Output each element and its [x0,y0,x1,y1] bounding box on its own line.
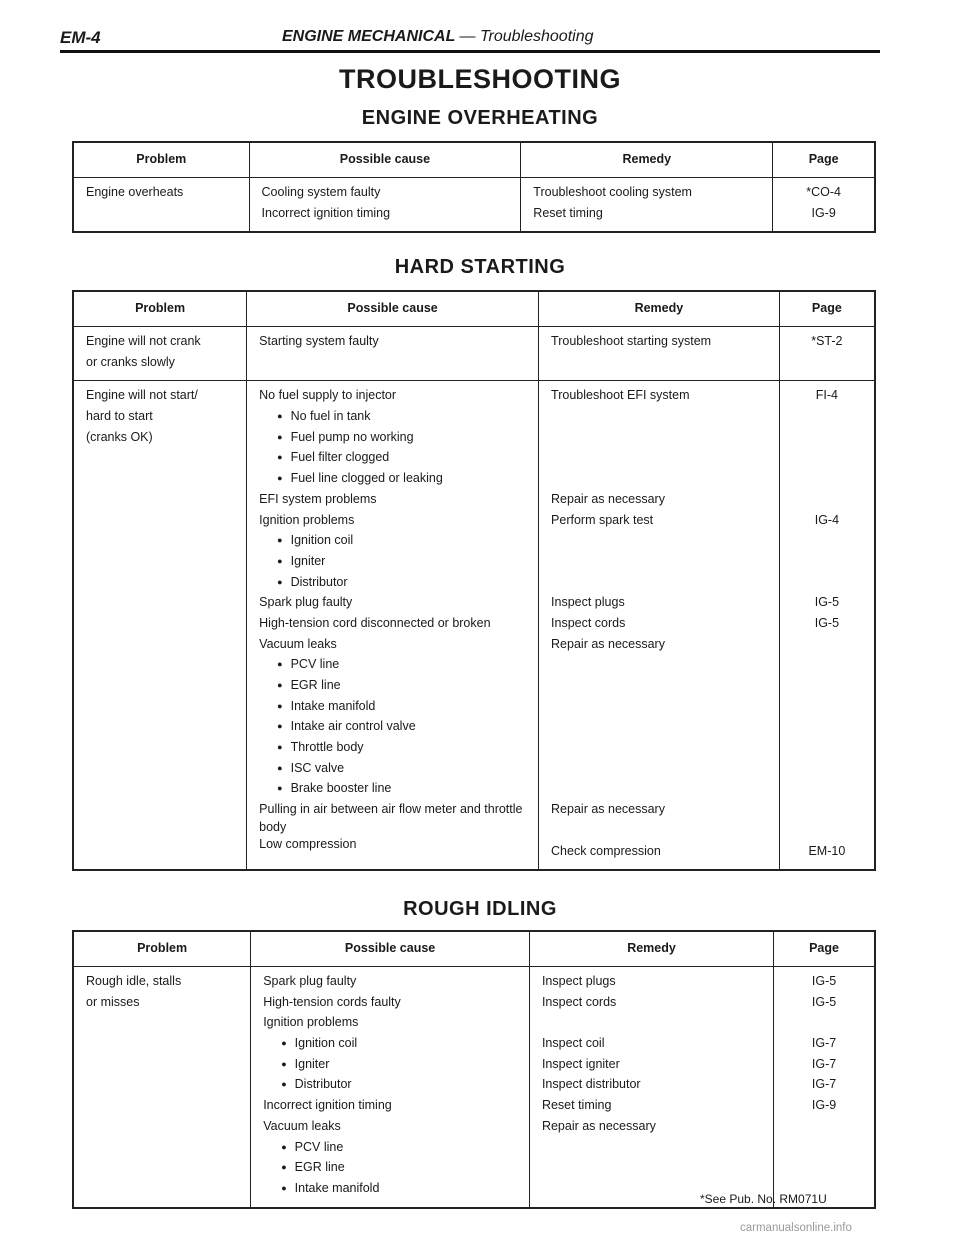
table-header-row [73,291,875,327]
page-ref: IG-4 [814,512,840,527]
problem-text: or cranks slowly [86,354,175,369]
header-subsection: — Troubleshooting [459,28,594,45]
cause-text: Spark plug faulty [263,974,357,988]
remedy-text: Inspect plugs [551,595,625,610]
remedy-text [542,1014,761,1035]
header-title [282,28,594,46]
cause-bullet-item: ● Igniter [263,1056,517,1077]
problem-text: (cranks OK) [86,429,153,444]
page-ref [792,491,862,512]
cause-bullet-item: ● EGR line [263,1159,517,1180]
column-header-cause: Possible cause [251,931,530,967]
column-header-cause: Possible cause [247,291,539,327]
page-ref-cell [779,381,875,870]
page-ref [792,718,862,739]
cause-bullet-item: ● Distributor [263,1076,517,1097]
page-ref: IG-9 [811,205,836,220]
problem-text: or misses [86,994,140,1009]
page-ref: IG-5 [814,615,840,630]
cause-bullet-item: ● Fuel pump no working [259,429,526,450]
page-ref: IG-9 [811,1098,837,1113]
remedy-cell [539,381,780,870]
problem-text: Engine overheats [86,185,184,199]
page-ref: EM-10 [808,843,846,858]
page-ref [792,449,862,470]
remedy-text [551,429,767,450]
cause-cell [249,178,521,233]
column-header-page: Page [773,142,875,178]
remedy-text: Troubleshoot starting system [551,334,712,348]
page-ref: IG-7 [811,1036,837,1051]
cause-text: Ignition problems [259,512,355,527]
remedy-text: Reset timing [533,205,603,220]
cause-bullet-item: ● PCV line [259,656,526,677]
remedy-text [551,553,767,574]
remedy-text [551,698,767,719]
cause-cell [251,967,530,1208]
column-header-remedy: Remedy [529,931,773,967]
page-ref-cell [779,327,875,381]
page-ref [792,408,862,429]
header-rule [60,50,880,53]
cause-bullet-item: ● ISC valve [259,760,526,781]
remedy-text [551,449,767,470]
problem-text: Engine will not start/ [86,388,198,403]
remedy-text: Perform spark test [551,512,654,527]
remedy-text [551,780,767,801]
cause-bullet-item: ● Fuel line clogged or leaking [259,470,526,491]
page-ref [786,1118,862,1139]
cause-text: Spark plug faulty [259,595,353,610]
watermark: carmanualsonline.info [740,1222,852,1234]
remedy-text [542,1159,761,1180]
remedy-text [551,470,767,491]
problem-cell [73,967,251,1208]
remedy-text [551,574,767,595]
column-header-remedy: Remedy [521,142,773,178]
page-ref-cell [774,967,875,1208]
page-ref [786,1014,862,1035]
problem-text: hard to start [86,409,153,424]
page-ref: *ST-2 [811,334,843,348]
remedy-cell [539,327,780,381]
page-ref [792,553,862,574]
table-row [73,381,875,870]
problem-text: Engine will not crank [86,334,201,348]
remedy-text: Repair as necessary [551,491,665,506]
cause-text: Vacuum leaks [259,636,337,651]
page-ref [786,1159,862,1180]
page-ref [792,801,862,842]
problem-cell [73,327,247,381]
page-ref [792,760,862,781]
page-ref: IG-5 [811,974,837,988]
page-ref: IG-7 [811,1077,837,1092]
remedy-text [551,718,767,739]
cause-bullet-item: ● Ignition coil [263,1035,517,1056]
table-row [73,178,875,233]
cause-text: Cooling system faulty [261,185,381,199]
page-ref: IG-5 [811,994,837,1009]
cause-text: Low compression [259,837,357,852]
page-ref-cell [773,178,875,233]
remedy-text [542,1139,761,1160]
page-ref: IG-5 [814,595,840,610]
footnote: *See Pub. No. RM071U [700,1192,827,1206]
table-overheating [72,141,876,233]
section-title-rough-idling: ROUGH IDLING [403,898,557,920]
problem-cell [73,381,247,870]
table-row [73,967,875,1208]
cause-bullet-item: ● EGR line [259,677,526,698]
remedy-text: Repair as necessary [551,636,665,651]
cause-cell [247,327,539,381]
remedy-text [551,532,767,553]
remedy-text: Troubleshoot cooling system [533,185,692,199]
cause-bullet-item: ● Distributor [259,574,526,595]
page-code: EM-4 [60,28,101,47]
cause-cell [247,381,539,870]
cause-text: No fuel supply to injector [259,388,397,403]
page-ref [792,739,862,760]
cause-text: Ignition problems [263,1015,359,1030]
column-header-problem: Problem [73,142,249,178]
remedy-cell [521,178,773,233]
page-title: TROUBLESHOOTING [339,64,621,94]
cause-bullet-item: ● Fuel filter clogged [259,449,526,470]
column-header-page: Page [779,291,875,327]
cause-text: Incorrect ignition timing [263,1098,392,1113]
page-ref [792,574,862,595]
page-ref [792,470,862,491]
problem-cell [73,178,249,233]
cause-bullet-item: ● Intake air control valve [259,718,526,739]
table-rough-idling [72,930,876,1209]
remedy-text: Inspect coil [541,1036,605,1051]
cause-bullet-item: ● Ignition coil [259,532,526,553]
page-ref [792,636,862,657]
cause-text: Vacuum leaks [263,1118,341,1133]
remedy-text: Repair as necessary [551,802,665,817]
column-header-cause: Possible cause [249,142,521,178]
cause-text: Starting system faulty [259,334,379,348]
cause-text: Pulling in air between air flow meter and throttle body [259,802,523,834]
cause-bullet-item: ● Throttle body [259,739,526,760]
page-ref [792,656,862,677]
cause-bullet-item: ● Intake manifold [259,698,526,719]
page-ref [786,1139,862,1160]
remedy-text: Inspect cords [541,994,617,1009]
cause-bullet-item: ● Intake manifold [263,1180,517,1201]
remedy-text [551,739,767,760]
page-ref [792,429,862,450]
column-header-remedy: Remedy [539,291,780,327]
cause-text: High-tension cord disconnected or broken [259,615,491,630]
cause-bullet-item: ● No fuel in tank [259,408,526,429]
table-header-row [73,931,875,967]
column-header-problem: Problem [73,291,247,327]
remedy-text [551,760,767,781]
remedy-text: Reset timing [541,1098,612,1113]
column-header-problem: Problem [73,931,251,967]
cause-bullet-item: ● Brake booster line [259,780,526,801]
remedy-text: Inspect plugs [541,974,616,988]
page-header [60,28,890,52]
remedy-text [551,656,767,677]
cause-bullet-item: ● PCV line [263,1139,517,1160]
cause-bullet-item: ● Igniter [259,553,526,574]
remedy-text: Repair as necessary [541,1118,656,1133]
cause-text: Incorrect ignition timing [261,205,391,220]
page-ref: IG-7 [811,1056,837,1071]
remedy-text [551,677,767,698]
remedy-text: Inspect cords [551,615,626,630]
remedy-text: Inspect igniter [541,1056,620,1071]
section-title-overheating: ENGINE OVERHEATING [361,107,599,129]
cause-text: EFI system problems [259,491,377,506]
cause-text: High-tension cords faulty [263,994,401,1009]
page-ref: *CO-4 [806,185,842,199]
remedy-text: Check compression [551,843,661,858]
page-ref [792,677,862,698]
table-row [73,327,875,381]
column-header-page: Page [774,931,875,967]
remedy-text: Inspect distributor [541,1077,641,1092]
page-ref [792,532,862,553]
header-section: ENGINE MECHANICAL [282,28,456,45]
remedy-cell [529,967,773,1208]
table-hard-starting [72,290,876,871]
remedy-text: Troubleshoot EFI system [551,388,690,403]
page-ref: FI-4 [815,388,838,403]
page-ref [792,780,862,801]
problem-text: Rough idle, stalls [86,974,182,988]
section-title-hard-starting: HARD STARTING [394,256,566,278]
remedy-text [551,408,767,429]
page-ref [792,698,862,719]
table-header-row [73,142,875,178]
